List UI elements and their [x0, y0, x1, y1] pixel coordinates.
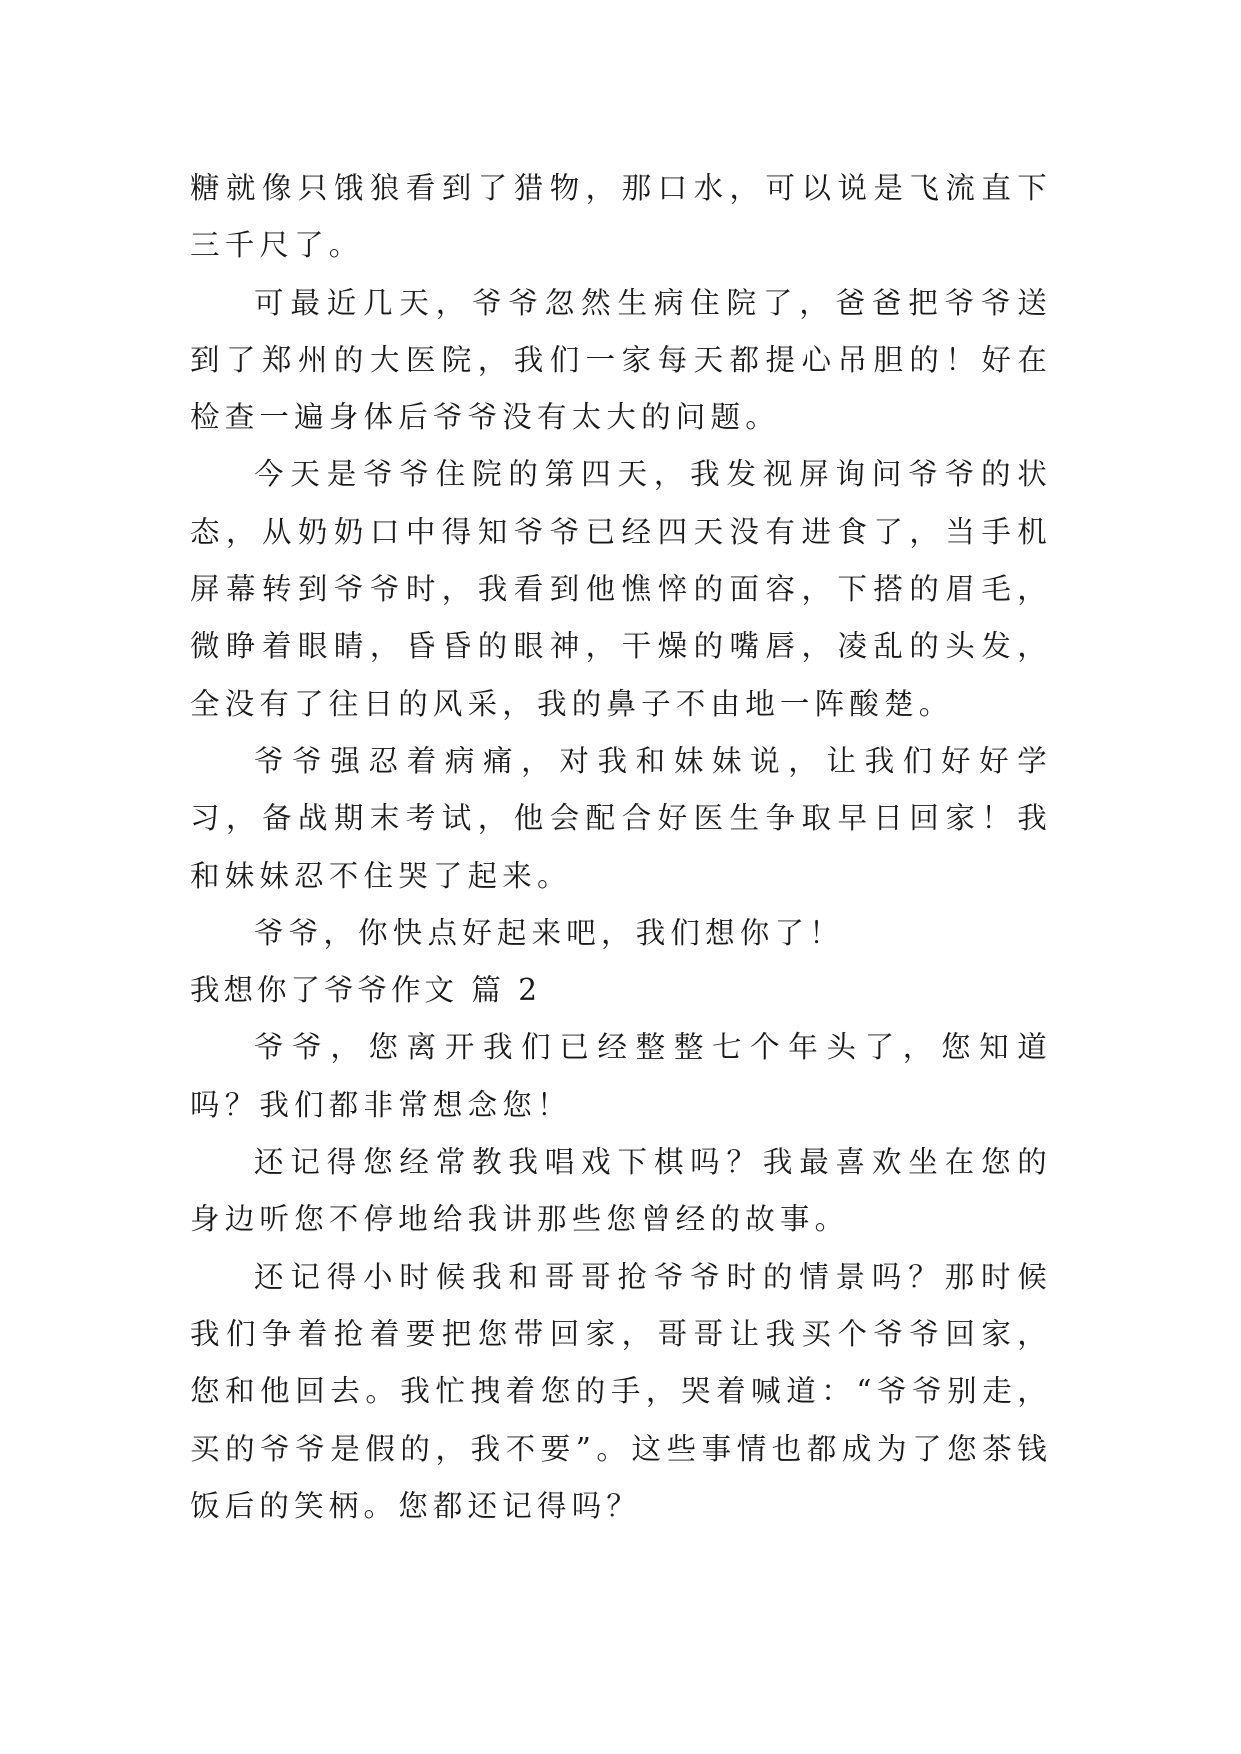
paragraph: 还记得小时候我和哥哥抢爷爷时的情景吗？那时候我们争着抢着要把您带回家，哥哥让我买个爷爷回家，您和他回去。我忙拽着您的手，哭着喊道：“爷爷别走，买的爷爷是假的，我不要”。这些事情也都成为了您茶钱饭后的笑柄。您都还记得吗？: [190, 1259, 1052, 1523]
paragraph: 爷爷，您离开我们已经整整七个年头了，您知道吗？我们都非常想念您！: [190, 1030, 1052, 1122]
paragraph: 爷爷强忍着病痛，对我和妹妹说，让我们好好学习，备战期末考试，他会配合好医生争取早日回家！我和妹妹忍不住哭了起来。: [190, 743, 1052, 893]
section-heading: 我想你了爷爷作文 篇 2: [190, 973, 542, 1008]
paragraph-continuation: 糖就像只饿狼看到了猎物，那口水，可以说是飞流直下三千尺了。: [190, 171, 1052, 263]
paragraph: 今天是爷爷住院的第四天，我发视屏询问爷爷的状态，从奶奶口中得知爷爷已经四天没有进食了，当手机屏幕转到爷爷时，我看到他憔悴的面容，下搭的眉毛，微睁着眼睛，昏昏的眼神，干燥的嘴唇，凌乱的头发，全没有了往日的风采，我的鼻子不由地一阵酸楚。: [190, 457, 1052, 721]
paragraph: 还记得您经常教我唱戏下棋吗？我最喜欢坐在您的身边听您不停地给我讲那些您曾经的故事。: [190, 1145, 1052, 1237]
paragraph: 可最近几天，爷爷忽然生病住院了，爸爸把爷爷送到了郑州的大医院，我们一家每天都提心吊胆的！好在检查一遍身体后爷爷没有太大的问题。: [190, 285, 1052, 435]
document-body: [190, 160, 1052, 1535]
paragraph: 爷爷，你快点好起来吧，我们想你了！: [254, 915, 844, 950]
